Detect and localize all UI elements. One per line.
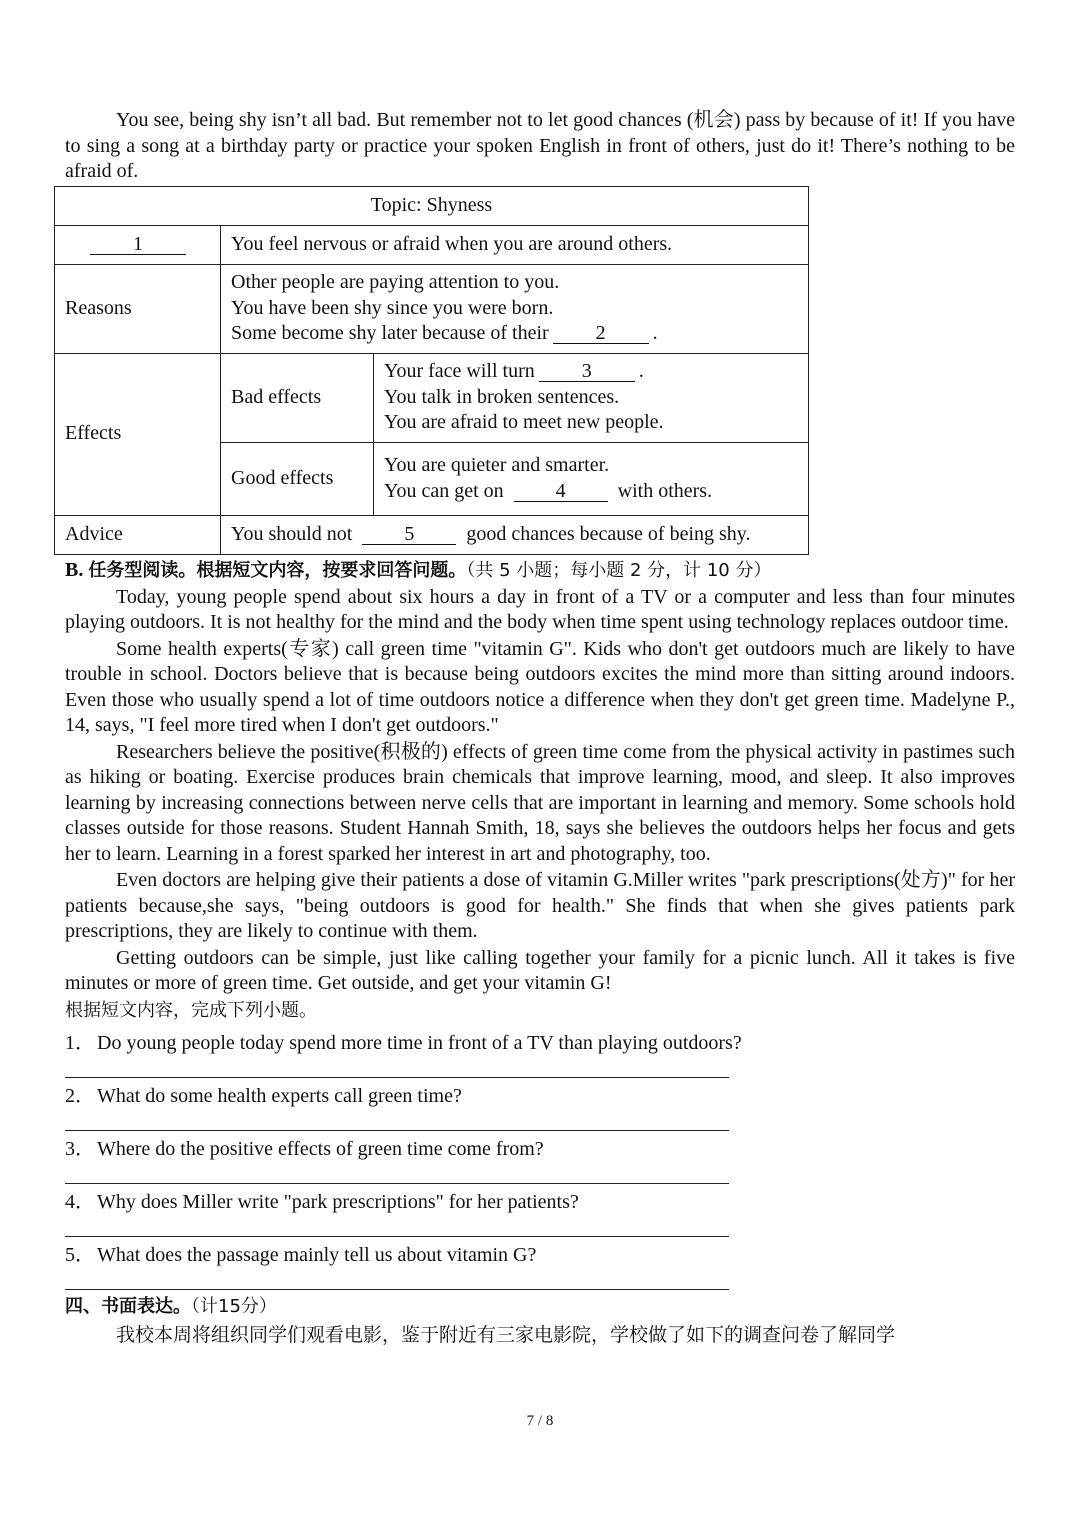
question-2-number: 2． [65, 1084, 95, 1107]
question-5-prompt: What does the passage mainly tell us about vitamin G? [97, 1243, 537, 1266]
passage-paragraph-1: Today, young people spend about six hours a day in front of a TV or a computer and less than four minutes playing outdoors. It is not healthy for the mind and the body when time spent using technology replaces outdoor time. [65, 585, 1015, 633]
bad-effect-line-1-text: Your face will turn [384, 360, 535, 383]
question-3 [65, 1136, 1015, 1184]
good-effect-line-2 [384, 479, 798, 505]
advice-text: You should not [231, 522, 353, 545]
questions-instruction: 根据短文内容，完成下列小题。 [65, 999, 317, 1021]
writing-score: （计15分） [191, 1295, 277, 1317]
question-2-text [65, 1083, 1015, 1110]
good-effect-line-2-end: with others. [617, 479, 713, 502]
question-4-prompt: Why does Miller write "park prescriptions" for her patients? [97, 1190, 579, 1213]
question-4-text [65, 1189, 1015, 1216]
table-topic-row [55, 186, 809, 225]
advice-text-end: good chances because of being shy. [466, 522, 751, 545]
section-b-score: （共 5 小题；每小题 2 分，计 10 分） [466, 559, 772, 581]
writing-prompt: 我校本周将组织同学们观看电影，鉴于附近有三家电影院，学校做了如下的调查问卷了解同学 [116, 1323, 896, 1346]
bad-effect-line-1-end: . [638, 360, 644, 383]
answer-line-3[interactable] [65, 1163, 729, 1184]
question-1-prompt: Do young people today spend more time in front of a TV than playing outdoors? [97, 1031, 742, 1054]
intro-paragraph: You see, being shy isn’t all bad. But remember not to let good chances (机会) pass by because of it! If you have to sing a song at a birthday party or practice your spoken English in front of others, just do it! There’s nothing to be afraid of. [65, 109, 1015, 182]
question-4-number: 4． [65, 1190, 95, 1213]
blank-4[interactable]: 4 [514, 481, 608, 502]
bad-effects-content [374, 353, 809, 442]
question-1-number: 1． [65, 1031, 95, 1054]
bad-effects-label: Bad effects [221, 353, 374, 442]
reason-line-1: Other people are paying attention to you. [231, 271, 560, 294]
question-2 [65, 1083, 1015, 1131]
bad-effect-line-3: You are afraid to meet new people. [384, 411, 664, 434]
table-row-bad-effects [55, 353, 809, 442]
passage-paragraph-5: Getting outdoors can be simple, just like calling together your family for a picnic lunch. All it takes is five minutes or more of green time. Get outside, and get your vitamin G! [65, 946, 1015, 994]
question-3-text [65, 1136, 1015, 1163]
reason-line-3-end: . [652, 322, 658, 345]
page-number: 7 / 8 [526, 1413, 554, 1429]
blank-2[interactable]: 2 [553, 323, 649, 344]
table-row-reasons [55, 264, 809, 353]
bad-effect-line-2: You talk in broken sentences. [384, 385, 620, 408]
question-1-text [65, 1030, 1015, 1057]
advice-content [221, 515, 809, 554]
answer-line-4[interactable] [65, 1216, 729, 1237]
question-5 [65, 1242, 1015, 1290]
reasons-label: Reasons [55, 264, 221, 353]
question-5-text [65, 1242, 1015, 1269]
question-1 [65, 1030, 1015, 1078]
blank-1[interactable]: 1 [90, 234, 186, 255]
good-effect-line-1: You are quieter and smarter. [384, 454, 610, 476]
table-row-advice [55, 515, 809, 554]
effects-label: Effects [55, 353, 221, 515]
blank-5[interactable]: 5 [362, 524, 456, 545]
reasons-content [221, 264, 809, 353]
question-4 [65, 1189, 1015, 1237]
section-b-label: B. [65, 558, 84, 581]
good-effects-label: Good effects [221, 442, 374, 515]
answer-line-2[interactable] [65, 1110, 729, 1131]
table-topic: Topic: Shyness [55, 186, 809, 225]
reason-line-3 [231, 321, 798, 347]
shyness-table [54, 186, 809, 555]
answer-line-1[interactable] [65, 1057, 729, 1078]
writing-title: 四、书面表达。 [65, 1295, 191, 1317]
question-3-number: 3． [65, 1137, 95, 1160]
table-row-definition [55, 225, 809, 264]
definition-cell [55, 225, 221, 264]
good-effect-line-2-text: You can get on [384, 479, 504, 502]
question-5-number: 5． [65, 1243, 95, 1266]
advice-label: Advice [55, 515, 221, 554]
question-2-prompt: What do some health experts call green time? [97, 1084, 462, 1107]
passage-paragraph-2: Some health experts(专家) call green time "vitamin G". Kids who don't get outdoors much are likely to have trouble in school. Doctors believe that is because being outdoors excites the mind more than sitting around indoors. Even those who usually spend a lot of time outdoors notice a difference when they don't get green time. Madelyne P., 14, says, "I feel more tired when I don't get outdoors." [65, 637, 1015, 736]
definition-text: You feel nervous or afraid when you are around others. [221, 225, 809, 264]
answer-line-5[interactable] [65, 1269, 729, 1290]
reason-line-2: You have been shy since you were born. [231, 296, 554, 319]
writing-heading [65, 1293, 1015, 1320]
passage-paragraph-4: Even doctors are helping give their patients a dose of vitamin G.Miller writes "park prescriptions(处方)" for her patients because,she says, "being outdoors is good for health." She finds that when she gives patients park prescriptions, they are likely to continue with them. [65, 869, 1015, 942]
reason-line-3-text: Some become shy later because of their [231, 322, 549, 345]
blank-3[interactable]: 3 [539, 361, 635, 382]
section-b-title: 任务型阅读。根据短文内容，按要求回答问题。 [88, 559, 467, 581]
bad-effect-line-1 [384, 359, 798, 385]
passage-paragraph-3: Researchers believe the positive(积极的) effects of green time come from the physical activity in pastimes such as hiking or boating. Exercise produces brain chemicals that improve learning, mood, and sleep. It also improves learning by increasing connections between nerve cells that are important in learning and memory. Some schools hold classes outside for those reasons. Student Hannah Smith, 18, says she believes the outdoors helps her focus and gets her to learn. Learning in a forest sparked her interest in art and photography, too. [65, 740, 1015, 865]
page-content [65, 108, 1015, 1350]
question-3-prompt: Where do the positive effects of green time come from? [97, 1137, 544, 1160]
good-effects-content [374, 442, 809, 515]
section-b-heading [65, 557, 1015, 584]
